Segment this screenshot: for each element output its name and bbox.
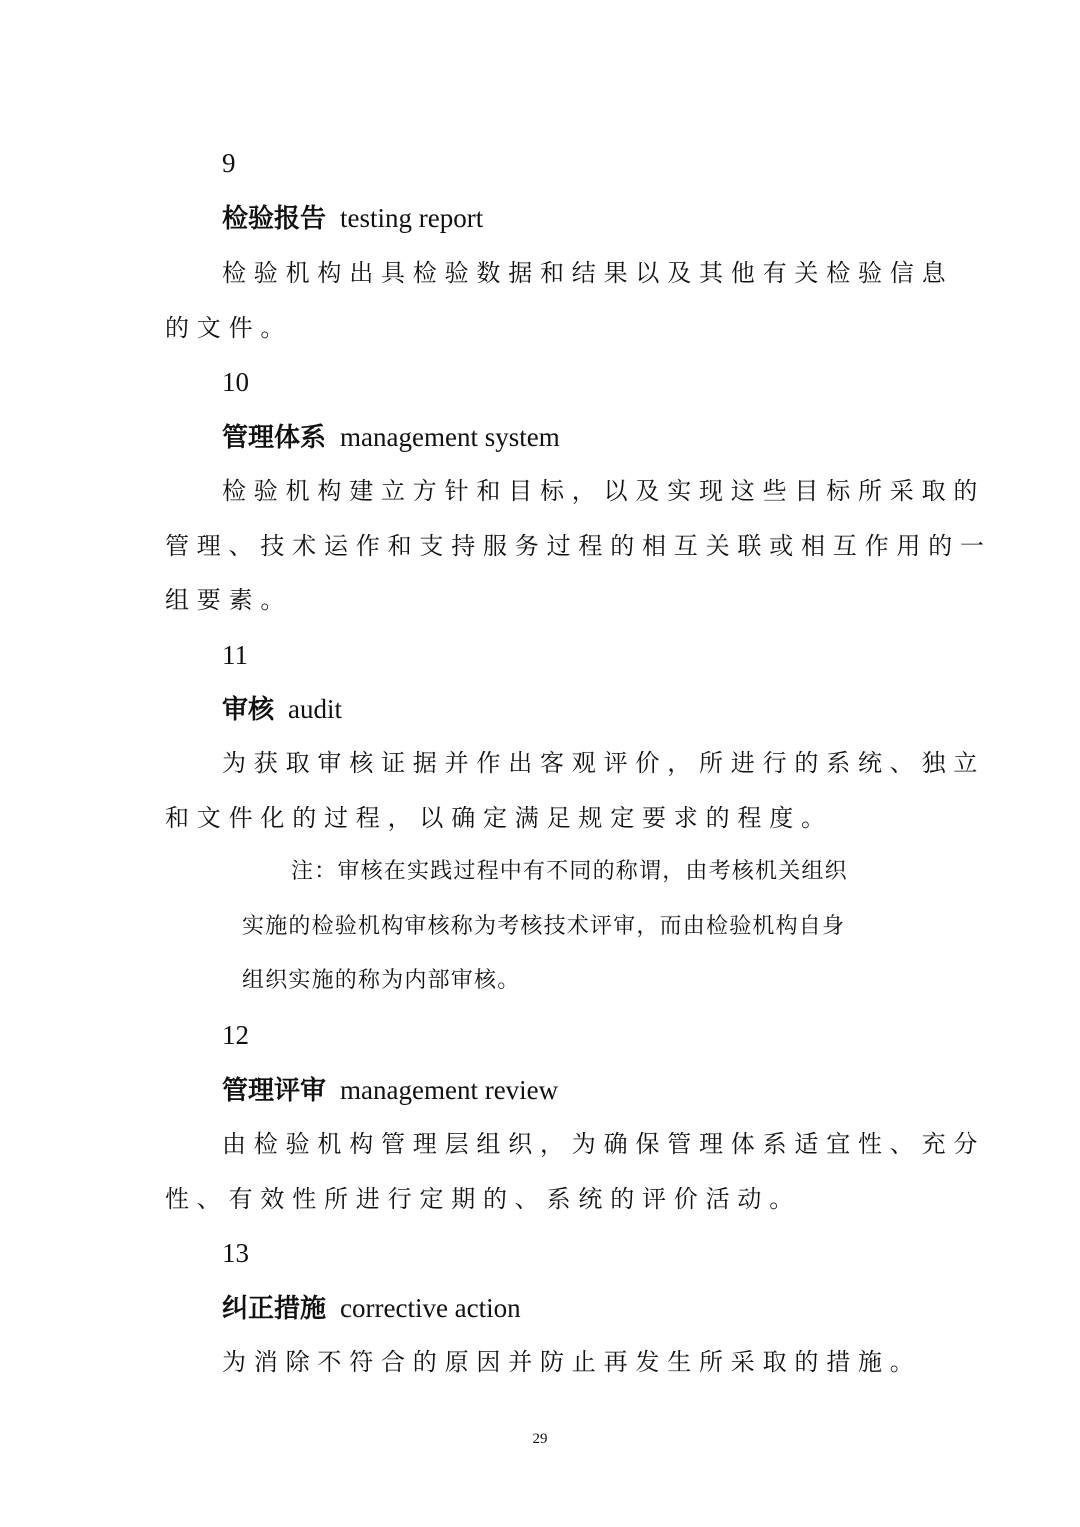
definition-line: 检验机构出具检验数据和结果以及其他有关检验信息 (222, 259, 954, 287)
definition-line: 的文件。 (165, 314, 293, 342)
term-heading (222, 1295, 521, 1322)
definition-line: 性、有效性所进行定期的、系统的评价活动。 (165, 1185, 801, 1213)
definition-line: 管理、技术运作和支持服务过程的相互关联或相互作用的一 (165, 532, 992, 560)
term-english: management system (340, 422, 560, 452)
note-line: 组织实施的称为内部审核。 (242, 968, 521, 993)
entry-number: 9 (222, 148, 236, 178)
entry-number: 10 (222, 367, 249, 397)
term-chinese: 管理评审 (222, 1076, 327, 1106)
term-heading (222, 205, 483, 232)
entry-number: 11 (222, 640, 248, 670)
term-heading (222, 424, 560, 451)
definition-line: 由检验机构管理层组织，为确保管理体系适宜性、充分 (222, 1130, 986, 1158)
term-chinese: 纠正措施 (222, 1294, 327, 1324)
term-english: testing report (340, 203, 484, 233)
term-english: management review (340, 1075, 559, 1105)
term-chinese: 检验报告 (222, 204, 327, 234)
note-line: 注：审核在实践过程中有不同的称谓，由考核机关组织 (291, 859, 848, 884)
definition-line: 和文件化的过程，以确定满足规定要求的程度。 (165, 804, 833, 832)
definition-line: 为获取审核证据并作出客观评价，所进行的系统、独立 (222, 749, 986, 777)
term-heading (222, 1077, 558, 1104)
term-english: corrective action (340, 1293, 521, 1323)
term-chinese: 审核 (222, 695, 275, 725)
term-chinese: 管理体系 (222, 423, 327, 453)
entry-number: 12 (222, 1020, 249, 1050)
note-line: 实施的检验机构审核称为考核技术评审，而由检验机构自身 (242, 914, 846, 939)
definition-line: 为消除不符合的原因并防止再发生所采取的措施。 (222, 1348, 922, 1376)
term-english: audit (288, 694, 343, 724)
term-heading (222, 696, 342, 723)
definition-line: 组要素。 (165, 586, 293, 614)
definition-line: 检验机构建立方针和目标，以及实现这些目标所采取的 (222, 477, 986, 505)
page-number: 29 (532, 1431, 548, 1447)
entry-number: 13 (222, 1238, 249, 1268)
